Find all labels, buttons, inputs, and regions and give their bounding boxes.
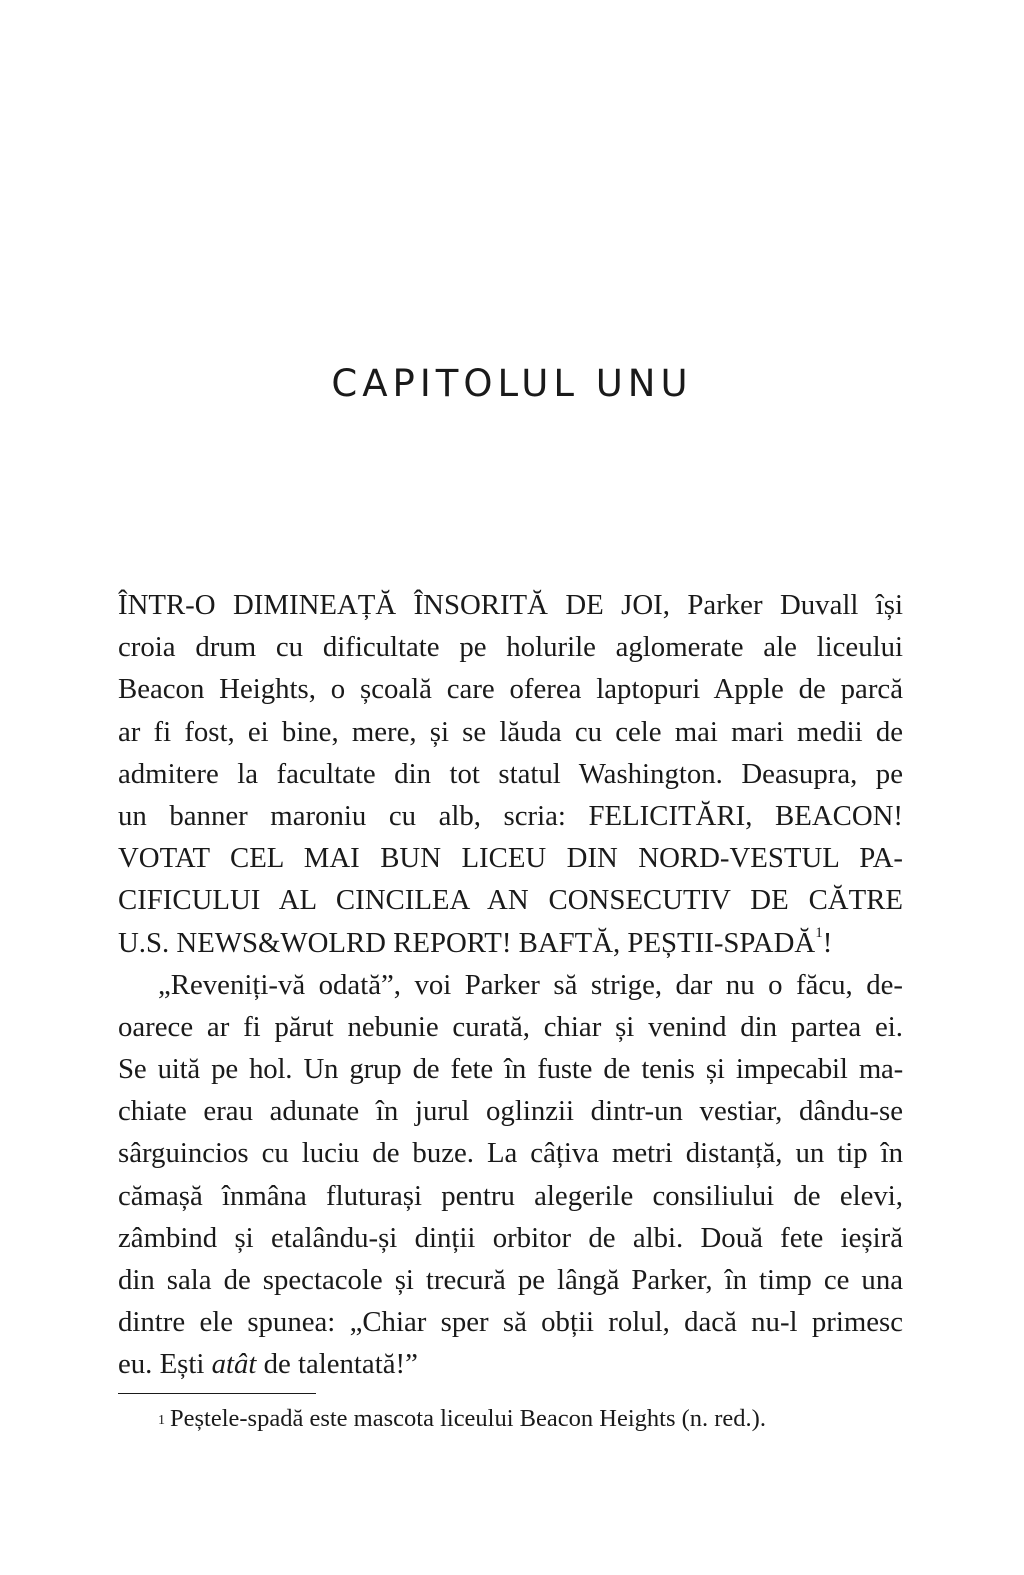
paragraph	[118, 964, 903, 1386]
text-line: un banner maroniu cu alb, scria: FELICITĂRI, BEACON!	[118, 799, 903, 832]
footnote-text: Peștele-spadă este mascota liceului Beacon Heights (n. red.).	[170, 1405, 766, 1432]
text-line: zâmbind și etalându-și dinții orbitor de albi. Două fete ieșiră	[118, 1221, 903, 1254]
footnote-reference[interactable]: 1	[815, 924, 823, 941]
paragraph	[118, 584, 903, 964]
text-line	[118, 922, 903, 964]
footnote	[158, 1402, 766, 1436]
chapter-body-text	[118, 584, 903, 1386]
text-line: Beacon Heights, o școală care oferea laptopuri Apple de parcă	[118, 673, 903, 706]
text-line: croia drum cu dificultate pe holurile aglomerate ale liceului	[118, 631, 903, 664]
text-line: ar fi fost, ei bine, mere, și se lăuda cu cele mai mari medii de	[118, 715, 903, 748]
text-line: din sala de spectacole și trecură pe lângă Parker, în timp ce una	[118, 1264, 903, 1296]
text-line: oarece ar fi părut nebunie curată, chiar și venind din partea ei.	[118, 1010, 903, 1043]
text-line: chiate erau adunate în jurul oglinzii dintr-un vestiar, dându-se	[118, 1095, 903, 1128]
text-line: admitere la facultate din tot statul Washington. Deasupra, pe	[118, 757, 903, 790]
text-line: „Reveniți-vă odată”, voi Parker să strige, dar nu o făcu, de-	[158, 968, 903, 1001]
text-line	[118, 1343, 903, 1385]
footnote-marker: 1	[158, 1413, 165, 1428]
text-line: sârguincios cu luciu de buze. La câțiva metri distanță, un tip în	[118, 1137, 903, 1170]
text-line: cămașă înmâna fluturași pentru alegerile consiliului de elevi,	[118, 1179, 903, 1212]
text-line: ÎNTR-O DIMINEAȚĂ ÎNSORITĂ DE JOI, Parker Duvall își	[118, 589, 903, 621]
text-line: Se uită pe hol. Un grup de fete în fuste de tenis și impecabil ma-	[118, 1053, 903, 1086]
chapter-title: CAPITOLUL UNU	[331, 362, 693, 405]
text-line-segment: eu. Ești	[118, 1348, 212, 1381]
emphasized-word: atât	[211, 1348, 257, 1381]
text-line-segment: de talentată!”	[256, 1348, 418, 1381]
text-line: dintre ele spunea: „Chiar sper să obții rolul, dacă nu-l primesc	[118, 1306, 903, 1339]
text-line: CIFICULUI AL CINCILEA AN CONSECUTIV DE CĂTRE	[118, 884, 903, 917]
text-line-segment: !	[822, 926, 833, 959]
footnote-divider	[118, 1393, 316, 1394]
text-line: VOTAT CEL MAI BUN LICEU DIN NORD-VESTUL PA-	[118, 842, 903, 875]
text-line-segment: U.S. NEWS&WOLRD REPORT! BAFTĂ, PEȘTII-SPADĂ	[118, 926, 816, 959]
